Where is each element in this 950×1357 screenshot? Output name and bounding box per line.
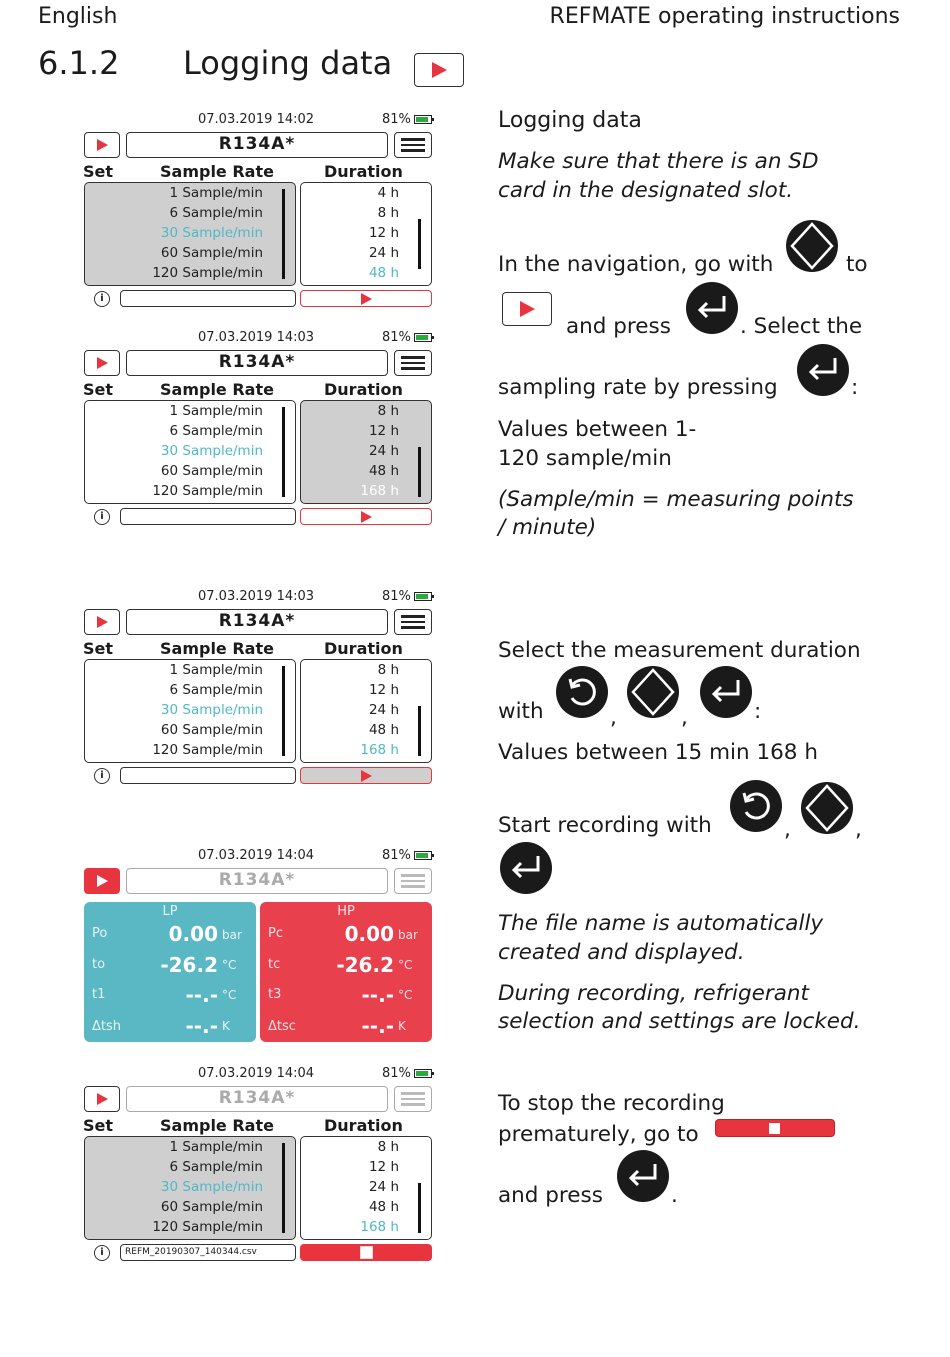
play-icon [97,875,108,887]
play-icon [361,293,372,305]
nav-text-2b: . Select the [740,314,863,339]
play-icon [97,616,108,628]
record-button[interactable] [84,350,120,376]
colon-separator: : [754,699,762,724]
screen-datetime: 07.03.2019 14:03 [198,330,315,345]
enter-icon [617,1150,669,1202]
record-button[interactable] [84,1086,120,1112]
list-item: 24 h [368,1179,399,1195]
value-unit: K [222,1019,230,1033]
sample-rate-list[interactable] [84,182,296,286]
play-icon [361,511,372,523]
start-recording-button[interactable] [300,767,432,784]
play-icon [97,357,108,369]
device-screen-1 [80,110,436,310]
battery-level: 81% [382,112,411,127]
menu-button [394,868,432,894]
screen-datetime: 07.03.2019 14:02 [198,112,315,127]
heading-duration: Duration [324,162,403,181]
enter-icon [700,666,752,718]
list-item[interactable]: 168 h [360,483,399,499]
stop-text-1: To stop the recording [498,1091,725,1116]
battery-level: 81% [382,1066,411,1081]
scrollbar[interactable] [282,666,285,756]
list-item[interactable]: 24 h [368,245,399,261]
value-label: t3 [268,987,282,1002]
enter-icon [686,282,738,334]
enter-icon [500,842,552,894]
definition-line2: / minute) [498,515,597,540]
value-reading: 0.00 [168,922,218,946]
list-item[interactable]: 12 h [368,225,399,241]
play-icon [97,139,108,151]
list-item[interactable]: 6 Sample/min [169,682,263,698]
list-item[interactable]: 120 Sample/min [152,483,263,499]
stop-icon [769,1123,780,1134]
start-text: Start recording with [498,813,712,838]
scrollbar[interactable] [282,189,285,279]
scrollbar[interactable] [418,447,421,497]
list-item[interactable]: 12 h [368,682,399,698]
enter-icon [797,344,849,396]
list-item[interactable]: 1 Sample/min [169,403,263,419]
heading-duration: Duration [324,1116,403,1135]
panel-title: LP [162,904,178,919]
stop-bar-icon [715,1119,835,1137]
value-label: to [92,957,106,972]
duration-text-1: Select the measurement duration [498,638,861,663]
list-item: 8 h [377,1139,399,1155]
scrollbar[interactable] [418,219,421,269]
value-reading: -26.2 [336,953,394,977]
duration-list[interactable] [300,659,432,763]
list-item[interactable]: 12 h [368,423,399,439]
list-item: 120 Sample/min [152,1219,263,1235]
value-unit: bar [398,928,418,942]
screen-datetime: 07.03.2019 14:03 [198,589,315,604]
start-recording-button[interactable] [300,508,432,525]
start-recording-button[interactable] [300,290,432,307]
value-reading: --.- [361,983,394,1007]
battery-icon [414,592,432,601]
info-icon[interactable]: i [94,291,110,307]
refrigerant-field: R134A* [126,1086,388,1112]
info-icon[interactable]: i [94,768,110,784]
heading-duration: Duration [324,639,403,658]
list-item[interactable]: 168 h [360,742,399,758]
auto-filename-line2: created and displayed. [498,940,745,965]
duration-list[interactable] [300,182,432,286]
heading-set: Set [83,1116,114,1135]
list-item[interactable]: 48 h [368,722,399,738]
stop-icon [360,1246,373,1259]
list-item[interactable]: 8 h [377,403,399,419]
nav-text-3a: sampling rate by pressing [498,375,778,400]
play-button-icon [502,292,552,326]
list-item[interactable]: 24 h [368,702,399,718]
list-item[interactable]: 60 Sample/min [160,722,263,738]
stop-text-3: and press [498,1183,603,1208]
list-item[interactable]: 24 h [368,443,399,459]
nav-text-2a: and press [566,314,671,339]
play-icon [97,1093,108,1105]
stop-text-2: prematurely, go to [498,1122,699,1147]
filename-field [120,508,296,525]
menu-button[interactable] [394,132,432,158]
list-item: 12 h [368,1159,399,1175]
duration-list[interactable] [300,400,432,504]
list-item[interactable]: 120 Sample/min [152,265,263,281]
value-reading: --.- [361,1014,394,1038]
high-pressure-panel [260,902,432,1042]
list-item[interactable]: 48 h [368,265,399,281]
sd-note-line2: card in the designated slot. [498,178,794,203]
value-unit: °C [222,958,237,972]
heading-set: Set [83,639,114,658]
refrigerant-field[interactable]: R134A* [126,350,388,376]
list-item[interactable]: 30 Sample/min [160,443,263,459]
list-item[interactable]: 1 Sample/min [169,185,263,201]
nav-text-1a: In the navigation, go with [498,252,774,277]
heading-duration: Duration [324,380,403,399]
device-screen-2 [80,328,436,528]
value-reading: --.- [185,983,218,1007]
list-item[interactable]: 30 Sample/min [160,225,263,241]
duration-text-2: with [498,699,544,724]
heading-sample-rate: Sample Rate [160,380,274,399]
navigation-pad-icon [627,666,679,718]
header-language: English [38,4,118,29]
list-item: 1 Sample/min [169,1139,263,1155]
heading-set: Set [83,162,114,181]
list-item[interactable]: 8 h [377,205,399,221]
sd-note-line1: Make sure that there is an SD [498,149,819,174]
battery-icon [414,333,432,342]
scrollbar [418,1183,421,1233]
back-icon [730,780,782,832]
record-button[interactable] [84,609,120,635]
nav-text-1b: to [846,252,868,277]
period: . [671,1183,678,1208]
list-item[interactable]: 120 Sample/min [152,742,263,758]
lock-note-line2: selection and settings are locked. [498,1009,861,1034]
duration-list [300,1136,432,1240]
stop-recording-button[interactable] [300,1244,432,1261]
comma-separator: , [610,705,617,730]
list-item[interactable]: 4 h [377,185,399,201]
value-label: tc [268,957,281,972]
value-reading: -26.2 [160,953,218,977]
menu-button [394,1086,432,1112]
list-item: 6 Sample/min [169,1159,263,1175]
sample-rate-list [84,1136,296,1240]
value-label: t1 [92,987,106,1002]
list-item: 48 h [368,1199,399,1215]
list-item[interactable]: 6 Sample/min [169,423,263,439]
value-label: Pc [268,926,283,941]
list-item[interactable]: 8 h [377,662,399,678]
value-reading: 0.00 [344,922,394,946]
menu-button[interactable] [394,609,432,635]
definition-line1: (Sample/min = measuring points [498,487,854,512]
list-item[interactable]: 1 Sample/min [169,662,263,678]
comma-separator: , [784,817,791,842]
heading-sample-rate: Sample Rate [160,639,274,658]
list-item: 30 Sample/min [160,1179,263,1195]
value-unit: bar [222,928,242,942]
info-icon[interactable]: i [94,1245,110,1261]
value-unit: °C [398,958,413,972]
list-item[interactable]: 60 Sample/min [160,463,263,479]
value-reading: --.- [185,1014,218,1038]
section-number: 6.1.2 [38,44,120,82]
header-doc-title: REFMATE operating instructions [549,4,900,29]
battery-icon [414,115,432,124]
value-label: Δtsh [92,1019,122,1034]
refrigerant-field: R134A* [126,868,388,894]
device-screen-4 [80,846,436,1066]
low-pressure-panel [84,902,256,1042]
refrigerant-field[interactable]: R134A* [126,609,388,635]
value-label: Δtsc [268,1019,296,1034]
heading-sample-rate: Sample Rate [160,1116,274,1135]
list-item[interactable]: 30 Sample/min [160,702,263,718]
value-unit: K [398,1019,406,1033]
screen-datetime: 07.03.2019 14:04 [198,1066,315,1081]
refrigerant-field[interactable]: R134A* [126,132,388,158]
navigation-pad-icon [786,220,838,272]
screen-datetime: 07.03.2019 14:04 [198,848,315,863]
value-unit: °C [222,988,237,1002]
scrollbar[interactable] [418,706,421,756]
values-line2: 120 sample/min [498,446,672,471]
value-label: Po [92,926,108,941]
sample-rate-list[interactable] [84,659,296,763]
record-button[interactable] [84,132,120,158]
battery-level: 81% [382,848,411,863]
lock-note-line1: During recording, refrigerant [498,981,809,1006]
play-icon [520,301,535,317]
scrollbar [282,1143,285,1233]
info-icon[interactable]: i [94,509,110,525]
battery-icon [414,1069,432,1078]
auto-filename-line1: The file name is automatically [498,911,824,936]
duration-values: Values between 15 min 168 h [498,740,818,765]
scrollbar[interactable] [282,407,285,497]
play-button-icon [414,53,464,87]
device-screen-3 [80,587,436,787]
record-button[interactable] [84,868,120,894]
value-unit: °C [398,988,413,1002]
list-item[interactable]: 60 Sample/min [160,245,263,261]
text-heading: Logging data [498,108,642,133]
navigation-pad-icon [801,782,853,834]
list-item[interactable]: 48 h [368,463,399,479]
values-line1: Values between 1- [498,417,697,442]
back-icon [556,666,608,718]
menu-button[interactable] [394,350,432,376]
section-title: Logging data [183,44,393,82]
panel-title: HP [337,904,355,919]
heading-sample-rate: Sample Rate [160,162,274,181]
nav-text-3b: : [851,375,859,400]
play-icon [432,62,447,78]
filename-field [120,290,296,307]
comma-separator: , [855,817,862,842]
battery-level: 81% [382,589,411,604]
battery-icon [414,851,432,860]
battery-level: 81% [382,330,411,345]
filename-field: REFM_20190307_140344.csv [120,1244,296,1261]
heading-set: Set [83,380,114,399]
sample-rate-list[interactable] [84,400,296,504]
list-item[interactable]: 6 Sample/min [169,205,263,221]
play-icon [361,770,372,782]
list-item: 168 h [360,1219,399,1235]
comma-separator: , [681,705,688,730]
list-item: 60 Sample/min [160,1199,263,1215]
filename-field [120,767,296,784]
device-screen-5 [80,1064,436,1264]
